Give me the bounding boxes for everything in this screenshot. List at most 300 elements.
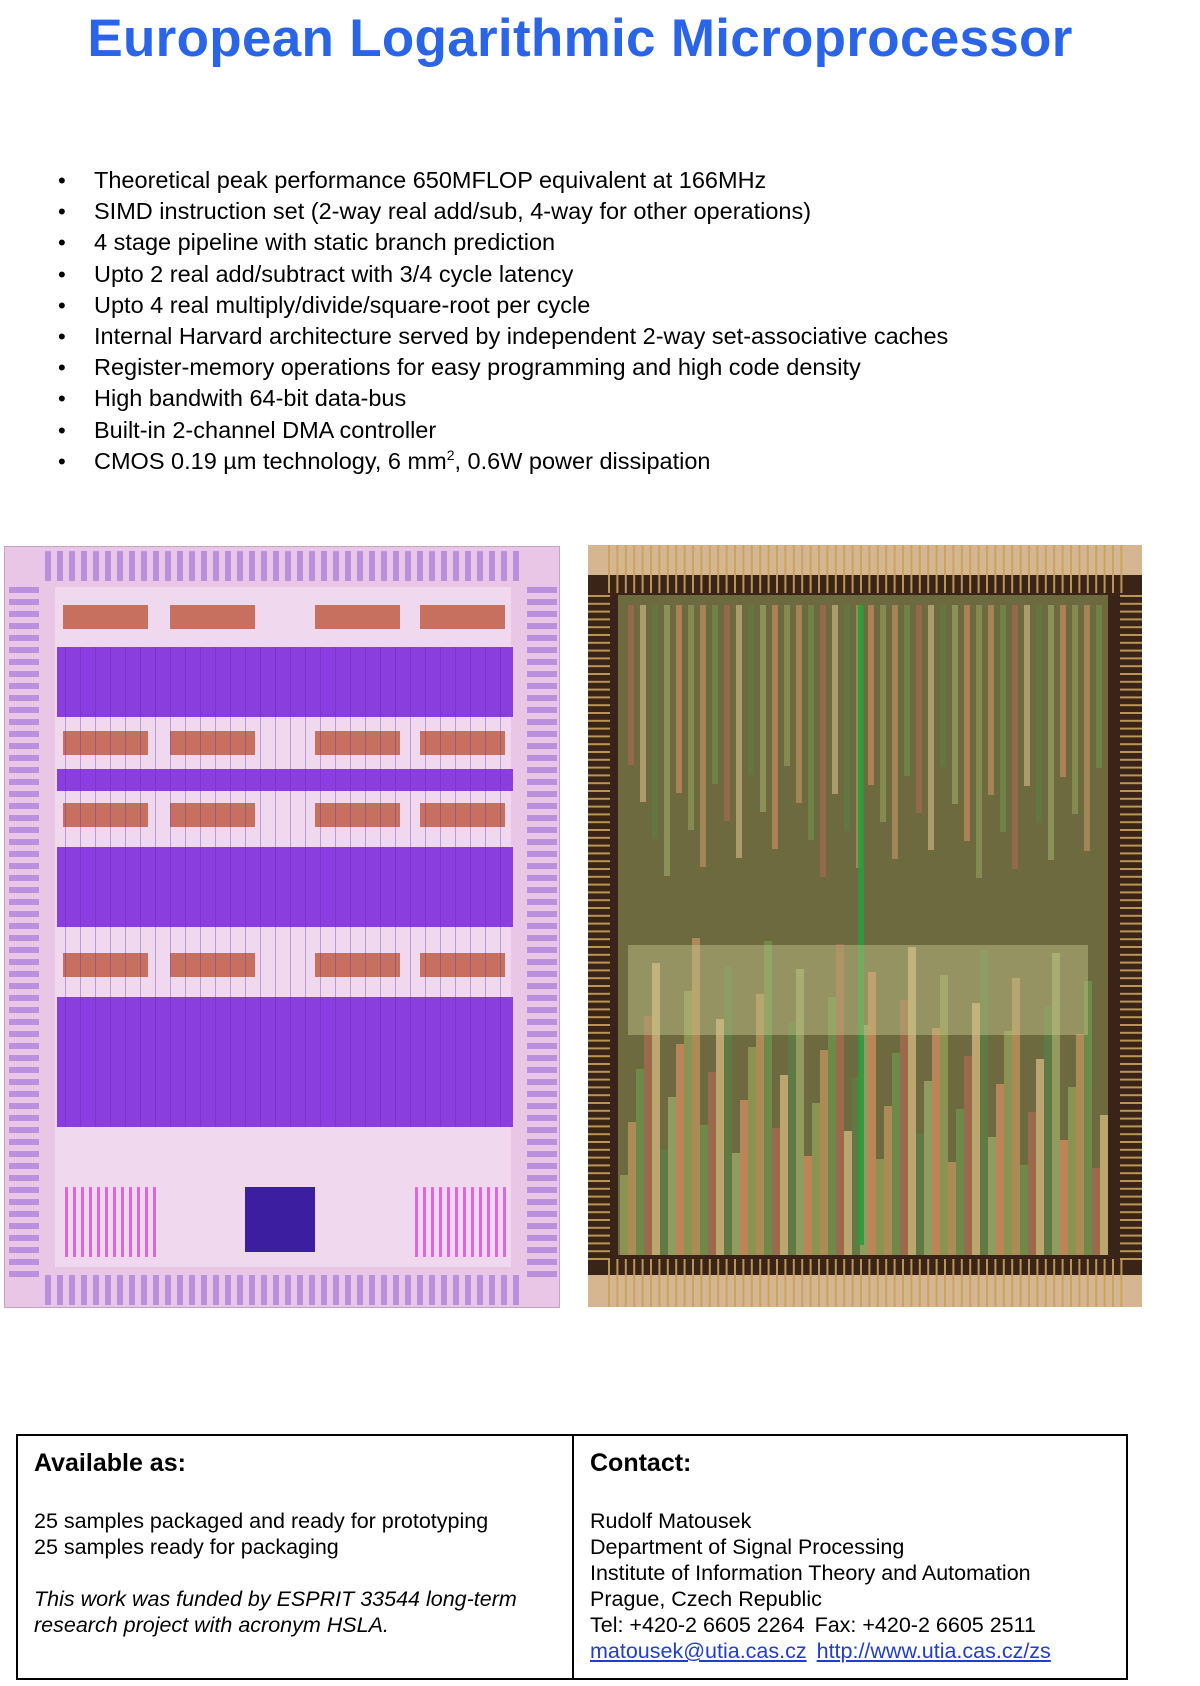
bond-wire	[1120, 595, 1142, 597]
io-pad	[501, 551, 507, 581]
io-pad	[527, 935, 557, 941]
io-pad	[105, 1275, 111, 1305]
bus-line	[858, 605, 864, 1245]
availability-line: 25 samples ready for packaging	[34, 1535, 339, 1559]
bond-wire	[588, 923, 610, 925]
bond-wire	[1120, 1141, 1142, 1143]
die-column	[1036, 605, 1042, 823]
route-line	[455, 647, 456, 1127]
bond-wire	[1120, 665, 1142, 667]
bond-wire	[1087, 1259, 1089, 1307]
io-pad	[273, 551, 279, 581]
bond-wire	[675, 1259, 677, 1307]
die-column	[1024, 605, 1030, 786]
bond-wire	[1120, 876, 1142, 878]
bond-wire	[588, 1079, 610, 1081]
bond-wire	[633, 1259, 635, 1307]
route-line	[185, 647, 186, 1127]
feature-text: Register-memory operations for easy programming and high code density	[94, 354, 861, 381]
bond-wire	[588, 1141, 610, 1143]
contact-section	[590, 1436, 1120, 1664]
route-line	[65, 647, 66, 1127]
bond-wire	[709, 1259, 711, 1307]
bond-wire	[1120, 1071, 1142, 1073]
io-pad	[285, 1275, 291, 1305]
io-pad	[527, 1091, 557, 1097]
bond-wire	[588, 1227, 610, 1229]
bond-wire	[1087, 545, 1089, 593]
die-column	[892, 605, 898, 859]
bond-wire	[1011, 545, 1013, 593]
route-line	[485, 647, 486, 1127]
route-line	[95, 647, 96, 1127]
bond-wire	[588, 1203, 610, 1205]
die-column	[652, 605, 658, 839]
bond-wire	[588, 751, 610, 753]
bond-wire	[1104, 1259, 1106, 1307]
io-column	[81, 1187, 84, 1257]
route-line	[200, 647, 201, 1127]
io-column	[423, 1187, 426, 1257]
bond-wire	[1095, 1259, 1097, 1307]
bond-wire	[994, 1259, 996, 1307]
bond-wire	[588, 1086, 610, 1088]
bond-wire	[1120, 938, 1142, 940]
bond-wire	[588, 946, 610, 948]
die-column	[876, 1159, 884, 1255]
io-pad	[321, 1275, 327, 1305]
bond-wire	[1120, 790, 1142, 792]
bond-wire	[709, 545, 711, 593]
contact-department: Department of Signal Processing	[590, 1535, 905, 1559]
bond-wire	[801, 1259, 803, 1307]
route-line	[395, 647, 396, 1127]
bond-wire	[1120, 899, 1142, 901]
die-column	[1096, 605, 1102, 768]
bond-wire	[1120, 767, 1142, 769]
bond-wire	[588, 1188, 610, 1190]
bond-wire	[1120, 618, 1142, 620]
page-title: European Logarithmic Microprocessor	[87, 9, 1073, 68]
contact-tel: Tel: +420-2 6605 2264	[590, 1613, 805, 1637]
bond-wire	[1120, 759, 1142, 761]
io-pad	[527, 1247, 557, 1253]
feature-item	[56, 196, 948, 227]
bond-wire	[588, 1110, 610, 1112]
bond-wire	[684, 545, 686, 593]
io-pad	[453, 1275, 459, 1305]
io-pad	[9, 767, 39, 773]
io-pad	[527, 815, 557, 821]
bond-wire	[588, 1242, 610, 1244]
io-column	[431, 1187, 434, 1257]
bond-wire	[1003, 1259, 1005, 1307]
website-link[interactable]: http://www.utia.cas.cz/zs	[816, 1639, 1051, 1663]
superscript: 2	[446, 446, 455, 463]
bond-wire	[588, 767, 610, 769]
die-column	[644, 1016, 652, 1255]
io-pad	[9, 875, 39, 881]
bond-wire	[1120, 915, 1142, 917]
bond-wire	[588, 1133, 610, 1135]
io-pad	[527, 707, 557, 713]
chip-layout-image	[4, 546, 560, 1308]
bond-wire	[784, 1259, 786, 1307]
die-column	[748, 605, 754, 775]
bond-wire	[1120, 1024, 1142, 1026]
io-pad	[9, 683, 39, 689]
route-line	[155, 647, 156, 1127]
io-pad	[9, 971, 39, 977]
io-pad	[381, 551, 387, 581]
io-pad	[527, 863, 557, 869]
feature-item	[56, 259, 948, 290]
io-pad	[177, 551, 183, 581]
io-pad	[9, 1247, 39, 1253]
bond-wire	[1120, 611, 1142, 613]
bond-wire	[588, 985, 610, 987]
bond-wire	[1120, 1102, 1142, 1104]
availability-section	[34, 1436, 564, 1638]
io-column	[65, 1187, 68, 1257]
io-pad	[45, 551, 51, 581]
bond-wire	[1120, 1188, 1142, 1190]
io-pad	[9, 611, 39, 617]
bond-wire	[1120, 852, 1142, 854]
bond-wire	[588, 954, 610, 956]
bond-wire	[588, 915, 610, 917]
die-column	[636, 1069, 644, 1255]
bond-wire	[684, 1259, 686, 1307]
die-column	[964, 605, 970, 841]
bond-wire	[1120, 634, 1142, 636]
io-pad	[9, 995, 39, 1001]
die-column	[948, 1162, 956, 1255]
io-pad	[129, 551, 135, 581]
io-pad	[9, 671, 39, 677]
io-pad	[9, 1019, 39, 1025]
io-pad	[9, 1175, 39, 1181]
io-column	[455, 1187, 458, 1257]
bond-wire	[1120, 1055, 1142, 1057]
io-pad	[527, 1055, 557, 1061]
bond-wire	[986, 1259, 988, 1307]
io-pad	[527, 611, 557, 617]
bond-wire	[588, 1063, 610, 1065]
bond-wire	[1120, 720, 1142, 722]
io-pad	[117, 1275, 123, 1305]
die-column	[1004, 1031, 1012, 1255]
bond-wire	[1120, 1211, 1142, 1213]
die-column	[844, 1131, 852, 1255]
bond-wire	[885, 1259, 887, 1307]
io-pad	[527, 1139, 557, 1145]
bond-wire	[1120, 751, 1142, 753]
bond-wire	[1120, 1086, 1142, 1088]
io-pad	[321, 551, 327, 581]
io-pad	[527, 635, 557, 641]
io-pad	[527, 1271, 557, 1277]
bond-wire	[1120, 1118, 1142, 1120]
io-pad	[9, 779, 39, 785]
bond-wire	[588, 712, 610, 714]
bond-wire	[1120, 1227, 1142, 1229]
die-column	[1028, 1112, 1036, 1255]
die-column	[1084, 605, 1090, 851]
bond-wire	[608, 1259, 610, 1307]
bond-wire	[588, 1219, 610, 1221]
bond-wire	[1062, 545, 1064, 593]
io-column	[503, 1187, 506, 1257]
bond-wire	[1112, 1259, 1114, 1307]
io-pad	[527, 767, 557, 773]
die-column	[660, 1150, 668, 1255]
bond-wire	[726, 545, 728, 593]
route-line	[245, 647, 246, 1127]
io-pad	[333, 551, 339, 581]
io-pad	[527, 1151, 557, 1157]
io-pad	[213, 1275, 219, 1305]
io-pad	[527, 647, 557, 653]
bond-wire	[952, 1259, 954, 1307]
io-pad	[393, 551, 399, 581]
bond-wire	[1120, 969, 1142, 971]
io-pad	[9, 935, 39, 941]
die-column	[712, 605, 718, 784]
io-pad	[527, 1259, 557, 1265]
die-column	[700, 1125, 708, 1255]
io-pad	[527, 947, 557, 953]
bond-wire	[588, 1157, 610, 1159]
io-pad	[9, 791, 39, 797]
feature-text: Upto 4 real multiply/divide/square-root per cycle	[94, 291, 591, 318]
bond-wire	[616, 545, 618, 593]
bond-wire	[919, 545, 921, 593]
io-pad	[9, 1199, 39, 1205]
die-column	[1048, 605, 1054, 860]
io-pad	[357, 1275, 363, 1305]
bullet-icon: •	[58, 324, 66, 350]
bond-wire	[1120, 1172, 1142, 1174]
die-column	[932, 1028, 940, 1255]
bond-wire	[919, 1259, 921, 1307]
io-pad	[527, 683, 557, 689]
io-pad	[9, 1067, 39, 1073]
bond-wire	[1120, 1001, 1142, 1003]
die-column	[868, 605, 874, 785]
die-column	[952, 605, 958, 804]
io-pad	[9, 1079, 39, 1085]
feature-item	[56, 446, 948, 477]
bond-wire	[742, 545, 744, 593]
io-pad	[345, 551, 351, 581]
bond-wire	[1045, 1259, 1047, 1307]
io-pad	[441, 551, 447, 581]
cache-block	[315, 803, 400, 827]
feature-text: Internal Harvard architecture served by independent 2-way set-associative caches	[94, 323, 949, 350]
bond-wire	[868, 1259, 870, 1307]
io-pad	[527, 755, 557, 761]
bond-wire	[1120, 954, 1142, 956]
bond-wire	[588, 806, 610, 808]
io-pad	[9, 1031, 39, 1037]
bullet-icon: •	[58, 199, 66, 225]
cache-block	[170, 803, 255, 827]
bond-wire	[588, 962, 610, 964]
bond-wire	[616, 1259, 618, 1307]
io-pad	[153, 1275, 159, 1305]
bond-wire	[768, 545, 770, 593]
bond-wire	[994, 545, 996, 593]
io-pad	[405, 1275, 411, 1305]
cache-block	[315, 953, 400, 977]
info-box-divider	[572, 1436, 574, 1678]
bond-wire	[1120, 962, 1142, 964]
route-line	[275, 647, 276, 1127]
route-line	[125, 647, 126, 1127]
io-column	[153, 1187, 156, 1257]
bond-wire	[818, 545, 820, 593]
bond-wire	[1078, 545, 1080, 593]
route-line	[80, 647, 81, 1127]
bond-wire	[1120, 1047, 1142, 1049]
bond-wire	[1120, 813, 1142, 815]
io-pad	[273, 1275, 279, 1305]
io-pad	[441, 1275, 447, 1305]
die-column	[788, 1022, 796, 1255]
bond-wire	[588, 1196, 610, 1198]
io-pad	[9, 647, 39, 653]
bond-wire	[658, 545, 660, 593]
die-column	[956, 1109, 964, 1255]
bond-wire	[1104, 545, 1106, 593]
bond-wire	[588, 868, 610, 870]
bond-wire	[588, 852, 610, 854]
io-pad	[527, 587, 557, 593]
bond-wire	[588, 1211, 610, 1213]
io-pad	[9, 1139, 39, 1145]
feature-text: High bandwith 64-bit data-bus	[94, 385, 407, 412]
io-pad	[93, 1275, 99, 1305]
bond-wire	[1028, 1259, 1030, 1307]
email-link[interactable]: matousek@utia.cas.cz	[590, 1639, 807, 1663]
availability-heading: Available as:	[34, 1449, 186, 1477]
bond-wire	[588, 650, 610, 652]
bond-wire	[1120, 946, 1142, 948]
cache-block	[170, 731, 255, 755]
io-pad	[9, 1187, 39, 1193]
contact-institute: Institute of Information Theory and Automation	[590, 1561, 1031, 1585]
io-pad	[9, 1223, 39, 1229]
feature-item	[56, 352, 948, 383]
io-column	[463, 1187, 466, 1257]
io-pad	[527, 911, 557, 917]
contact-fax: Fax: +420-2 6605 2511	[814, 1613, 1036, 1637]
bond-wire	[642, 545, 644, 593]
io-column	[439, 1187, 442, 1257]
bond-wire	[894, 1259, 896, 1307]
io-pad	[9, 1103, 39, 1109]
route-line	[140, 647, 141, 1127]
die-column	[676, 1044, 684, 1255]
bond-wire	[843, 545, 845, 593]
bond-wire	[810, 1259, 812, 1307]
bond-wire	[588, 1172, 610, 1174]
bond-wire	[588, 626, 610, 628]
io-pad	[129, 1275, 135, 1305]
bond-wire	[1120, 1259, 1122, 1307]
die-column	[664, 605, 670, 876]
die-column	[796, 605, 802, 803]
io-pad	[141, 551, 147, 581]
io-pad	[527, 995, 557, 1001]
die-column	[828, 997, 836, 1255]
route-line	[440, 647, 441, 1127]
bond-wire	[588, 673, 610, 675]
bond-wire	[978, 1259, 980, 1307]
io-pad	[527, 851, 557, 857]
cache-block	[63, 605, 148, 629]
io-pad	[237, 1275, 243, 1305]
die-column	[804, 1156, 812, 1255]
feature-item	[56, 290, 948, 321]
io-column	[495, 1187, 498, 1257]
route-line	[350, 647, 351, 1127]
package-edge	[588, 1275, 1142, 1307]
bond-wire	[588, 774, 610, 776]
bond-wire	[1120, 1180, 1142, 1182]
die-column	[1000, 605, 1006, 832]
cache-block	[420, 605, 505, 629]
io-pad	[527, 839, 557, 845]
die-column	[772, 1128, 780, 1255]
io-pad	[9, 1271, 39, 1277]
bond-wire	[588, 837, 610, 839]
io-column	[487, 1187, 490, 1257]
bond-wire	[588, 1071, 610, 1073]
io-pad	[429, 1275, 435, 1305]
bond-wire	[625, 1259, 627, 1307]
route-line	[425, 647, 426, 1127]
bond-wire	[1003, 545, 1005, 593]
io-pad	[249, 551, 255, 581]
bond-wire	[1120, 1094, 1142, 1096]
bond-wire	[588, 665, 610, 667]
die-column	[976, 605, 982, 878]
bond-wire	[667, 545, 669, 593]
die-column	[640, 605, 646, 802]
bond-wire	[588, 1040, 610, 1042]
bond-wire	[588, 728, 610, 730]
bond-wire	[1120, 1125, 1142, 1127]
info-box	[16, 1434, 1128, 1680]
io-pad	[261, 551, 267, 581]
bond-wire	[1053, 1259, 1055, 1307]
io-pad	[527, 743, 557, 749]
io-pad	[9, 803, 39, 809]
io-pad	[177, 1275, 183, 1305]
io-pad	[9, 623, 39, 629]
bond-wire	[588, 696, 610, 698]
bond-wire	[1120, 868, 1142, 870]
die-column	[996, 1084, 1004, 1255]
bond-wire	[633, 545, 635, 593]
bond-wire	[1036, 1259, 1038, 1307]
bond-wire	[726, 1259, 728, 1307]
bond-wire	[588, 821, 610, 823]
bond-wire	[1053, 545, 1055, 593]
bond-wire	[650, 545, 652, 593]
